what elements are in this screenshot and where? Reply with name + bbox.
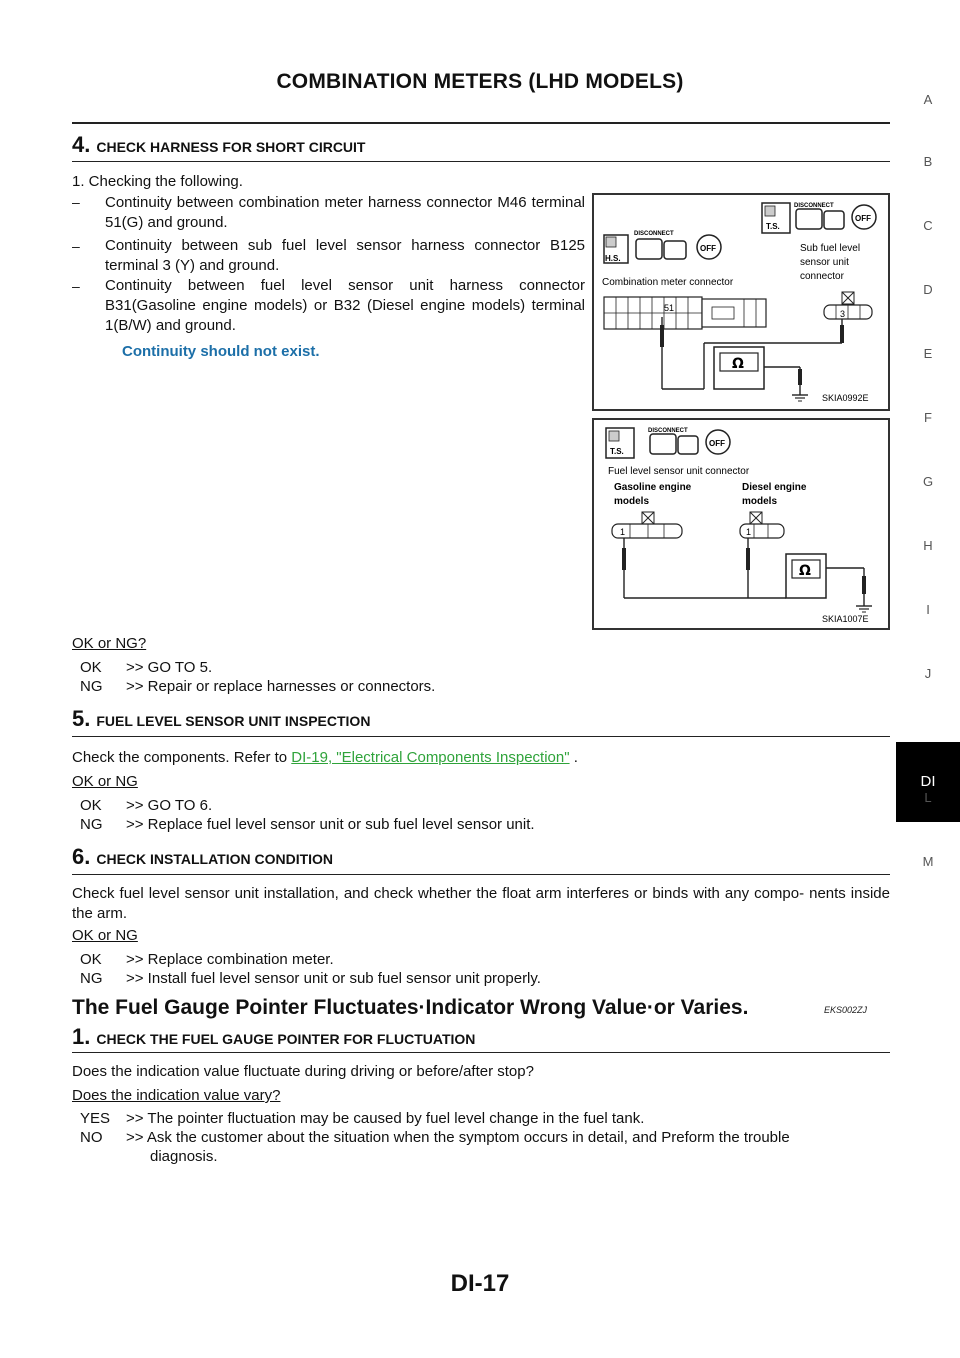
page-number: DI-17 bbox=[450, 1270, 510, 1297]
result-key: NG bbox=[80, 678, 103, 695]
stepB1-number: 1. bbox=[72, 1024, 91, 1049]
side-index-g[interactable]: G bbox=[922, 474, 934, 489]
disconnect-label-1: DISCONNECT bbox=[634, 231, 674, 237]
stepB1-question: Does the indication value vary? bbox=[72, 1087, 281, 1104]
figure-code-1: SKIA0992E bbox=[822, 393, 869, 403]
side-index-i[interactable]: I bbox=[926, 602, 930, 617]
ground-icon bbox=[856, 606, 872, 612]
step5-link[interactable]: DI-19, "Electrical Components Inspection" bbox=[291, 749, 570, 766]
result-value: >> Repair or replace harnesses or connectors. bbox=[126, 678, 436, 695]
step6-title: CHECK INSTALLATION CONDITION bbox=[96, 851, 334, 867]
gasoline-label-2: models bbox=[614, 496, 650, 507]
result-value: >> Ask the customer about the situation when the symptom occurs in detail, and Preform the trouble bbox=[126, 1129, 790, 1146]
step4-number: 4. bbox=[72, 132, 91, 157]
side-index-h[interactable]: H bbox=[923, 538, 933, 553]
figure-code-2: SKIA1007E bbox=[822, 614, 869, 624]
side-index-l[interactable]: L bbox=[924, 790, 932, 805]
step5-question: OK or NG bbox=[72, 773, 138, 790]
side-index-c[interactable]: C bbox=[923, 218, 933, 233]
step4-spec: Continuity should not exist. bbox=[122, 343, 320, 360]
step5-heading bbox=[72, 706, 370, 732]
diesel-label-2: models bbox=[742, 496, 778, 507]
stepB1-result-no-cont: diagnosis. bbox=[150, 1148, 218, 1165]
stepB1-text: Does the indication value fluctuate during driving or before/after stop? bbox=[72, 1063, 534, 1080]
step4-item-3: Continuity between fuel level sensor unit harness connector B31(Gasoline engine models) or B32 (Diesel engine models) terminal 1(B/W) and ground. bbox=[105, 277, 585, 334]
step5-result-ng bbox=[80, 815, 535, 835]
off-label-2: OFF bbox=[855, 214, 871, 223]
diagram-fuel-level-connector bbox=[592, 418, 890, 630]
step5-result-ok bbox=[80, 796, 212, 816]
header-rule bbox=[72, 122, 890, 124]
step4-result-ng bbox=[80, 677, 435, 697]
sub-sensor-label-3: connector bbox=[800, 271, 844, 282]
plug-icon bbox=[650, 434, 676, 454]
diesel-label-1: Diesel engine bbox=[742, 482, 807, 493]
sub-sensor-label-2: sensor unit bbox=[800, 257, 849, 268]
wiring-diagram-2 bbox=[594, 420, 888, 628]
sub-sensor-connector-shape bbox=[824, 292, 872, 319]
ground-icon bbox=[792, 395, 808, 401]
off-label-3: OFF bbox=[709, 439, 725, 448]
gasoline-label-1: Gasoline engine bbox=[614, 482, 692, 493]
result-key: OK bbox=[80, 797, 102, 814]
result-key: NG bbox=[80, 970, 103, 987]
off-label-1: OFF bbox=[700, 244, 716, 253]
side-index-j[interactable]: J bbox=[924, 666, 932, 681]
result-key: OK bbox=[80, 659, 102, 676]
diagram-meter-connector bbox=[592, 193, 890, 411]
result-key: YES bbox=[80, 1110, 111, 1127]
step4-intro: 1. Checking the following. bbox=[72, 173, 243, 190]
step6-question: OK or NG bbox=[72, 927, 138, 944]
meter-connector-shape bbox=[604, 297, 766, 329]
step4-heading bbox=[72, 132, 365, 158]
side-index-f[interactable]: F bbox=[924, 410, 932, 425]
step6-number: 6. bbox=[72, 844, 91, 869]
stepB1-rule bbox=[72, 1052, 890, 1053]
disconnect-label-3: DISCONNECT bbox=[648, 428, 688, 434]
stepB1-heading bbox=[72, 1024, 475, 1050]
stepB1-result-no bbox=[80, 1128, 790, 1148]
fuel-level-unit-label: Fuel level sensor unit connector bbox=[608, 466, 750, 477]
step4-item-1: Continuity between combination meter harness connector M46 terminal 51(G) and ground. bbox=[105, 194, 585, 231]
step5-text-after: . bbox=[569, 749, 578, 766]
step4-rule bbox=[72, 161, 890, 162]
ohm-symbol: Ω bbox=[799, 563, 811, 579]
side-index-b[interactable]: B bbox=[923, 154, 933, 169]
step4-title: CHECK HARNESS FOR SHORT CIRCUIT bbox=[96, 139, 366, 155]
wiring-diagram-1 bbox=[594, 195, 888, 409]
step5-rule bbox=[72, 736, 890, 737]
step6-result-ng bbox=[80, 969, 541, 989]
side-index-m[interactable]: M bbox=[922, 854, 934, 869]
disconnect-label-2: DISCONNECT bbox=[794, 203, 834, 209]
result-key: NO bbox=[80, 1129, 103, 1146]
stepB1-result-yes bbox=[80, 1109, 644, 1129]
step4-result-ok bbox=[80, 658, 212, 678]
side-index-a[interactable]: A bbox=[923, 92, 933, 107]
step6-heading bbox=[72, 844, 333, 870]
side-index-e[interactable]: E bbox=[923, 346, 933, 361]
pin-3-label: 3 bbox=[840, 309, 846, 319]
result-value: >> Install fuel level sensor unit or sub fuel sensor unit properly. bbox=[126, 970, 541, 987]
result-value: >> Replace fuel level sensor unit or sub fuel level sensor unit. bbox=[126, 816, 535, 833]
section-code: EKS002ZJ bbox=[824, 1005, 868, 1015]
result-value: >> GO TO 6. bbox=[126, 797, 213, 814]
result-value: >> The pointer fluctuation may be caused by fuel level change in the fuel tank. bbox=[126, 1110, 645, 1127]
diesel-pin-1-label: 1 bbox=[746, 527, 752, 537]
side-index-d[interactable]: D bbox=[923, 282, 933, 297]
ts-tag: T.S. bbox=[766, 222, 780, 231]
side-index-di-active[interactable]: DI bbox=[896, 742, 960, 822]
meter-connector-label: Combination meter connector bbox=[602, 277, 734, 288]
section-title: The Fuel Gauge Pointer Fluctuates·Indicator Wrong Value·or Varies. bbox=[72, 996, 749, 1019]
bullet-dash: – bbox=[72, 238, 80, 254]
step6-result-ok bbox=[80, 950, 334, 970]
step6-text: Check fuel level sensor unit installation, and check whether the float arm interferes or binds with any compo- nents inside the arm. bbox=[72, 885, 890, 922]
step5-number: 5. bbox=[72, 706, 91, 731]
plug-icon bbox=[636, 239, 662, 259]
bullet-dash: – bbox=[72, 278, 80, 294]
sub-sensor-label-1: Sub fuel level bbox=[800, 243, 861, 254]
gas-pin-1-label: 1 bbox=[620, 527, 626, 537]
step4-item-2: Continuity between sub fuel level sensor harness connector B125 terminal 3 (Y) and ground. bbox=[105, 237, 585, 274]
result-value: >> GO TO 5. bbox=[126, 659, 213, 676]
bullet-dash: – bbox=[72, 194, 80, 210]
step5-text-before: Check the components. Refer to bbox=[72, 749, 292, 766]
step5-text bbox=[72, 748, 578, 768]
page-title: COMBINATION METERS (LHD MODELS) bbox=[276, 70, 684, 93]
pin-51-label: 51 bbox=[664, 303, 675, 313]
result-key: OK bbox=[80, 951, 102, 968]
stepB1-title: CHECK THE FUEL GAUGE POINTER FOR FLUCTUATION bbox=[96, 1031, 476, 1047]
step5-title: FUEL LEVEL SENSOR UNIT INSPECTION bbox=[96, 713, 371, 729]
hs-tag: H.S. bbox=[605, 254, 621, 263]
step6-rule bbox=[72, 874, 890, 875]
ts-tag: T.S. bbox=[610, 447, 624, 456]
ohm-symbol: Ω bbox=[732, 356, 744, 372]
result-key: NG bbox=[80, 816, 103, 833]
result-value: >> Replace combination meter. bbox=[126, 951, 334, 968]
step4-question: OK or NG? bbox=[72, 635, 147, 652]
